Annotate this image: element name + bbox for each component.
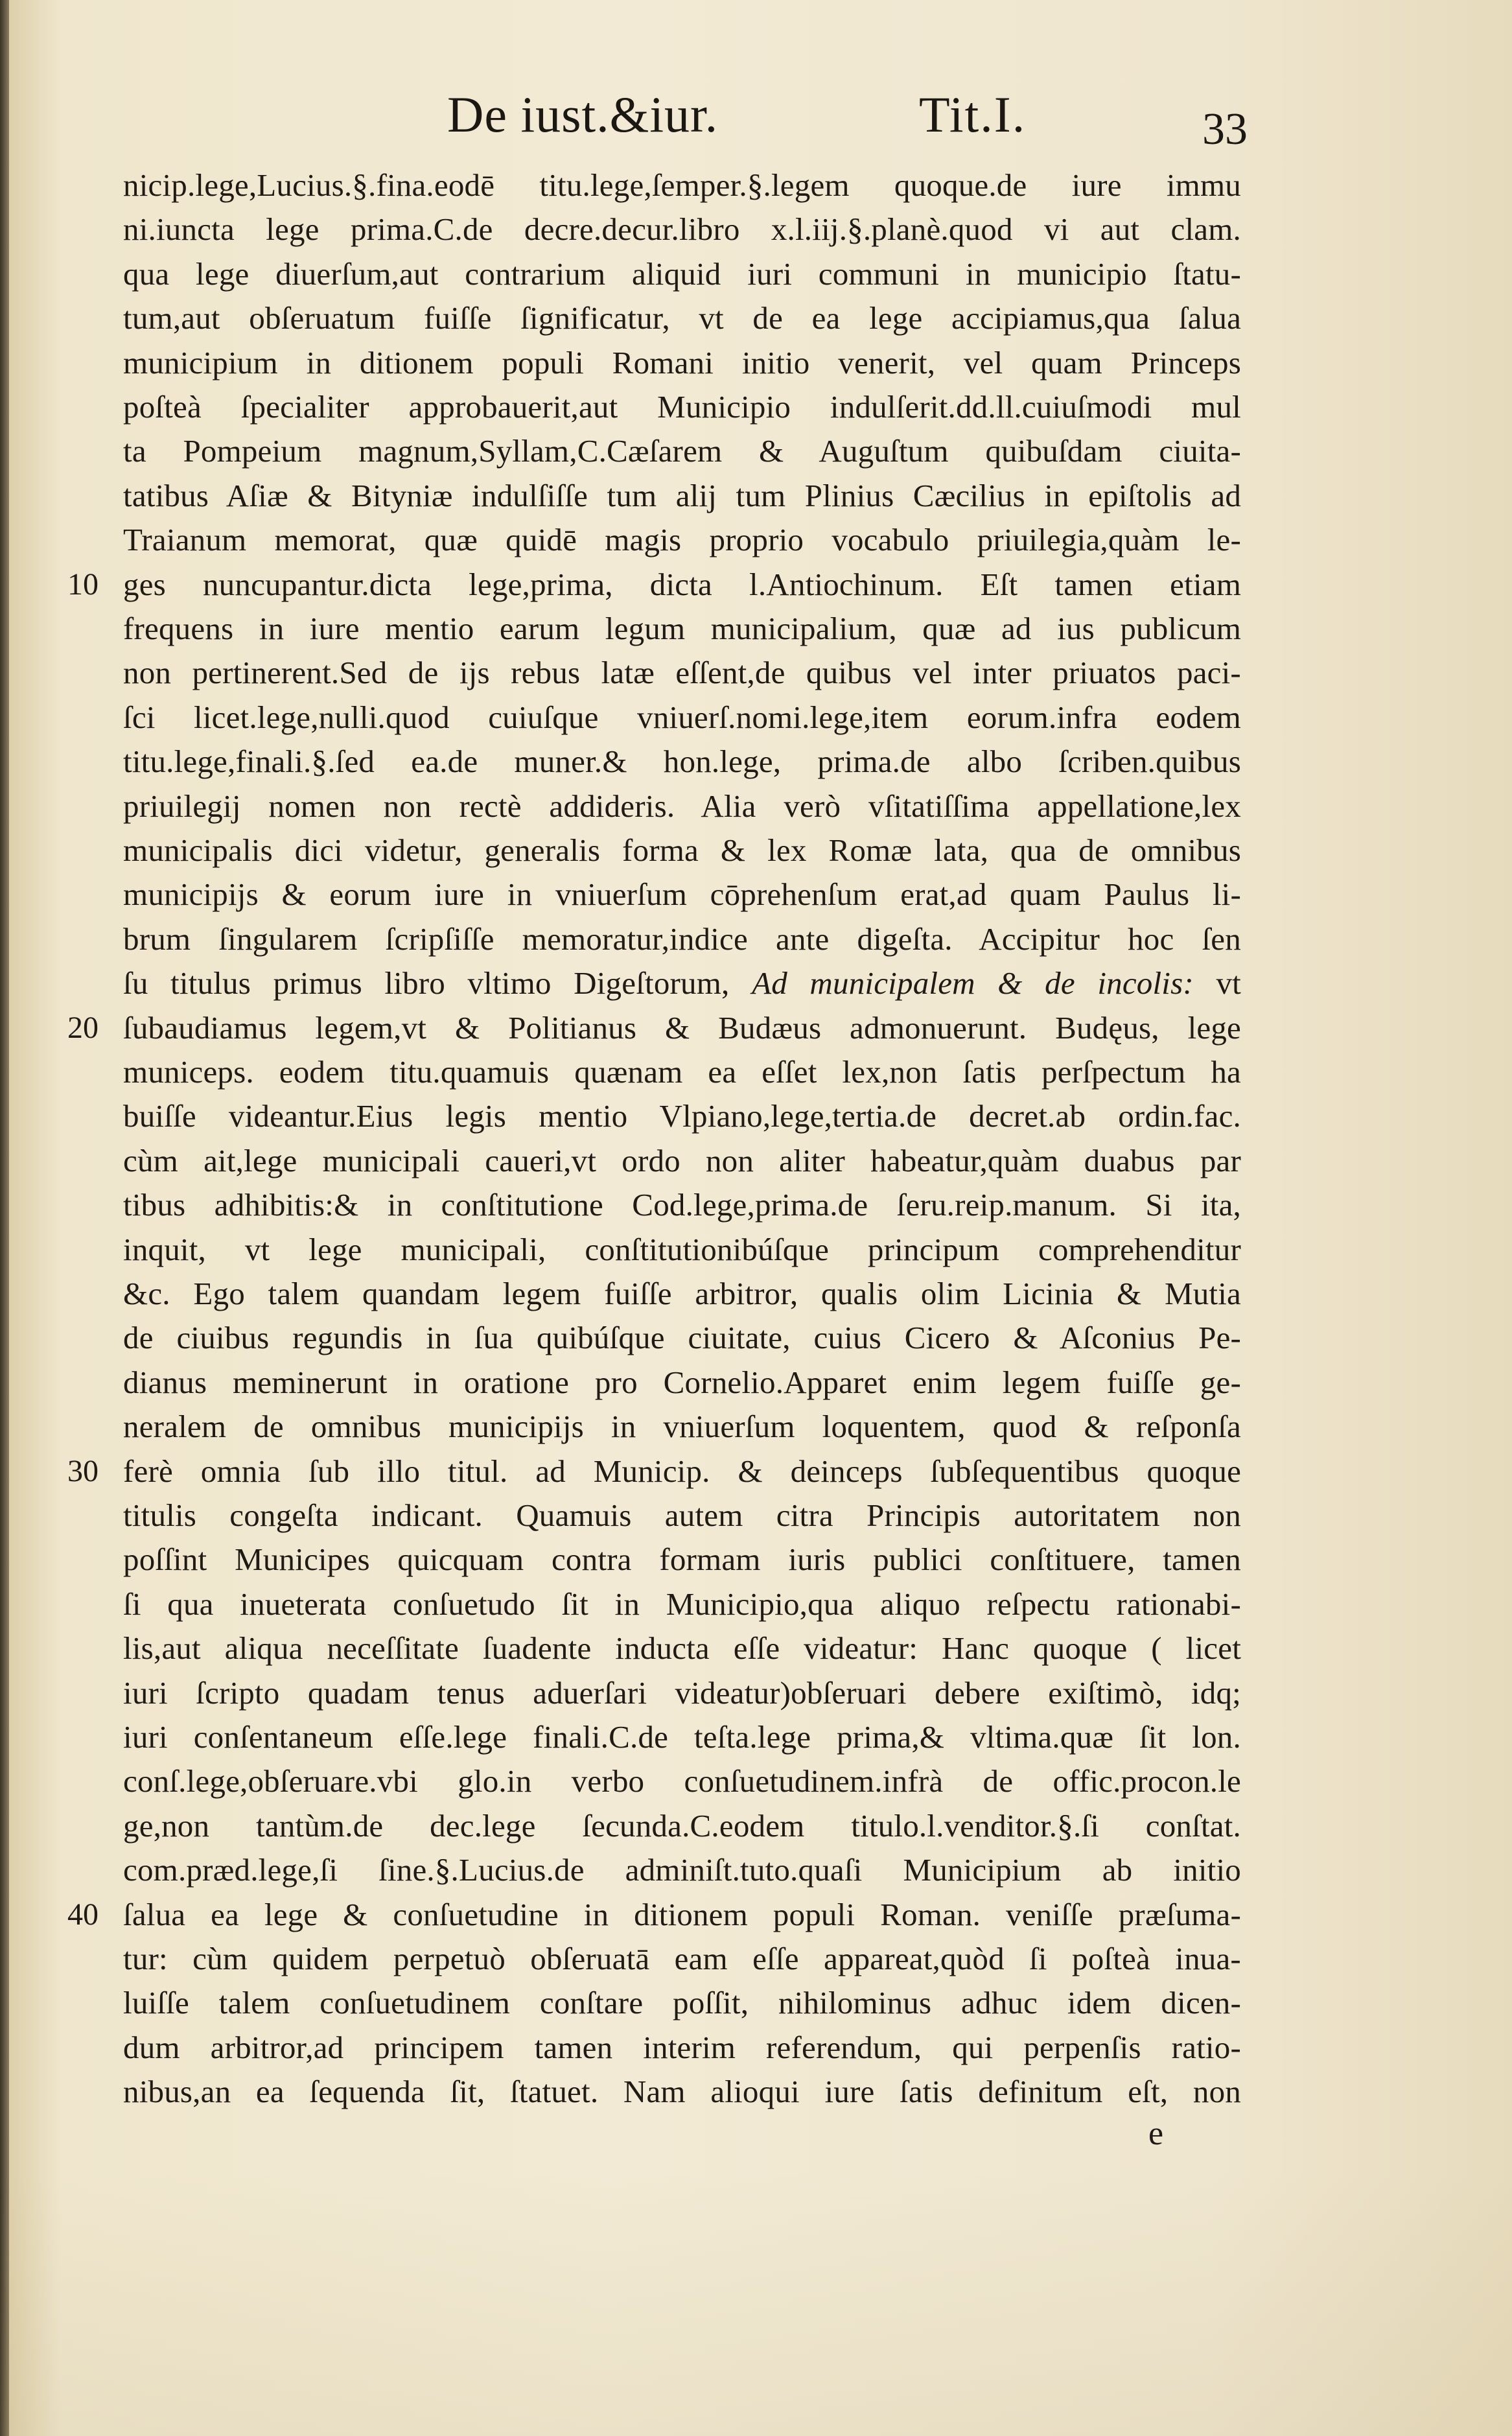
text-line [0,961,1512,1005]
text-line [0,1405,1512,1449]
text-line [0,1937,1512,1981]
line-text: municipalis dici videtur, generalis forma & lex Romæ lata, qua de omnibus [123,832,1241,868]
line-text: brum ſingularem ſcripſiſſe memoratur,indice ante digeſta. Accipitur hoc ſen [123,920,1241,957]
text-line [0,341,1512,385]
text-line [0,563,1512,607]
line-text: municipium in ditionem populi Romani initio venerit, vel quam Princeps [123,344,1241,381]
line-text: ges nuncupantur.dicta lege,prima, dicta l.Antiochinum. Eſt tamen etiam [123,566,1242,602]
text-line [0,1493,1512,1538]
text-line [0,1671,1512,1715]
text-line [0,1094,1512,1138]
line-text: &c. Ego talem quandam legem fuiſſe arbitror, qualis olim Licinia & Mutia [123,1276,1242,1311]
line-text: tum,aut obſeruatum fuiſſe ſignificatur, vt de ea lege accipiamus,qua ſalua [123,300,1242,336]
text-line [0,1804,1512,1848]
text-line [0,1272,1512,1316]
line-number: 40 [67,1897,99,1932]
line-text: dum arbitror,ad principem tamen interim referendum, qui perpenſis ratio- [123,2029,1241,2065]
line-text: buiſſe videantur.Eius legis mentio Vlpiano,lege,tertia.de decret.ab ordin.fac. [123,1098,1241,1134]
text-line [0,1582,1512,1626]
line-text: ferè omnia ſub illo titul. ad Municip. & deinceps ſubſequentibus quoque [123,1453,1242,1489]
line-text: priuilegij nomen non rectè addideris. Alia verò vſitatiſſima appellatione,lex [123,788,1241,824]
text-line [0,1893,1512,1937]
line-text: poſteà ſpecialiter approbauerit,aut Municipio indulſerit.dd.ll.cuiuſmodi mul [123,389,1241,425]
line-text: neralem de omnibus municipijs in vniuerſum loquentem, quod & reſponſa [123,1409,1241,1445]
text-line [0,1449,1512,1493]
line-text: qua lege diuerſum,aut contrarium aliquid iuri communi in municipio ſtatu- [123,255,1241,292]
text-line [0,474,1512,518]
text-line [0,828,1512,873]
text-line [0,917,1512,961]
text-line [0,1759,1512,1803]
line-text: ſu titulus primus libro vltimo Digeſtorum, Ad municipalem & de incolis: vt [123,965,1241,1001]
line-text: conſ.lege,obſeruare.vbi glo.in verbo conſuetudinem.infrà de offic.procon.le [123,1763,1242,1799]
line-text: ni.iuncta lege prima.C.de decre.decur.libro x.l.iij.§.planè.quod vi aut clam. [123,211,1242,248]
line-text: tatibus Aſiæ & Bityniæ indulſiſſe tum alij tum Plinius Cæcilius in epiſtolis ad [123,477,1242,513]
text-line [0,1006,1512,1050]
line-text: ge,non tantùm.de dec.lege ſecunda.C.eodem titulo.l.venditor.§.ſi conſtat. [123,1807,1241,1844]
text-line [0,2026,1512,2070]
line-text: frequens in iure mentio earum legum municipalium, quæ ad ius publicum [123,611,1242,646]
line-text: ſci licet.lege,nulli.quod cuiuſque vniuerſ.nomi.lege,item eorum.infra eodem [123,699,1242,735]
line-text: nibus,an ea ſequenda ſit, ſtatuet. Nam alioqui iure ſatis definitum eſt, non [123,2074,1241,2110]
line-text: ſubaudiamus legem,vt & Politianus & Budæus admonuerunt. Budęus, lege [123,1009,1241,1046]
running-title: De iust.&iur. [447,86,719,143]
line-text: municeps. eodem titu.quamuis quænam ea eſſet lex,non ſatis perſpectum ha [123,1054,1241,1090]
line-text: poſſint Municipes quicquam contra formam iuris publici conſtituere, tamen [123,1541,1241,1578]
text-line [0,296,1512,340]
line-text: com.præd.lege,ſi ſine.§.Lucius.de adminiſt.tuto.quaſi Municipium ab initio [123,1852,1241,1888]
line-text: iuri ſcripto quadam tenus aduerſari videatur)obſeruari debere exiſtimò, idq; [123,1674,1241,1711]
text-line [0,1316,1512,1360]
text-line [0,651,1512,695]
line-text: de ciuibus regundis in ſua quibúſque ciuitate, cuius Cicero & Aſconius Pe- [123,1320,1242,1356]
text-line [0,1981,1512,2025]
text-line [0,696,1512,740]
line-text: lis,aut aliqua neceſſitate ſuadente inducta eſſe videatur: Hanc quoque ( licet [123,1630,1242,1667]
text-line [0,518,1512,562]
text-line [0,1183,1512,1227]
line-text: tibus adhibitis:& in conſtitutione Cod.lege,prima.de ſeru.reip.manum. Si ita, [123,1187,1242,1223]
line-text: municipijs & eorum iure in vniuerſum cōprehenſum erat,ad quam Paulus li- [123,876,1241,913]
line-text: inquit, vt lege municipali, conſtitutionibúſque principum comprehenditur [123,1231,1241,1267]
text-line [0,1848,1512,1892]
text-line [0,2070,1512,2114]
line-text: titulis congeſta indicant. Quamuis autem citra Principis autoritatem non [123,1497,1241,1533]
text-line [0,1626,1512,1670]
text-line [0,1050,1512,1094]
line-number: 20 [67,1010,99,1045]
text-line [0,740,1512,784]
line-text: ſalua ea lege & conſuetudine in ditionem populi Roman. veniſſe præſuma- [123,1896,1242,1932]
text-line [0,1715,1512,1759]
line-text: luiſſe talem conſuetudinem conſtare poſſit, nihilominus adhuc idem dicen- [123,1985,1242,2021]
text-line [0,1139,1512,1183]
catchword: e [1148,2115,1164,2152]
text-line [0,163,1512,207]
text-line [0,607,1512,651]
text-line [0,1361,1512,1405]
line-text: non pertinerent.Sed de ijs rebus latæ eſſent,de quibus vel inter priuatos paci- [123,655,1241,691]
text-line [0,429,1512,473]
text-line [0,873,1512,917]
line-number: 10 [67,567,99,602]
title-tag: Tit.I. [919,86,1027,143]
line-text: Traianum memorat, quæ quidē magis proprio vocabulo priuilegia,quàm le- [123,522,1242,558]
line-text: iuri conſentaneum eſſe.lege finali.C.de teſta.lege prima,& vltima.quæ ſit lon. [123,1719,1241,1755]
text-line [0,252,1512,296]
text-line [0,207,1512,252]
text-line [0,385,1512,429]
page-header [0,86,1512,154]
italic-title-phrase: Ad municipalem & de incolis: [752,965,1194,1001]
text-line [0,1228,1512,1272]
line-text: titu.lege,finali.§.ſed ea.de muner.& hon.lege, prima.de albo ſcriben.quibus [123,744,1241,780]
line-text: ta Pompeium magnum,Syllam,C.Cæſarem & Auguſtum quibuſdam ciuita- [123,433,1241,469]
line-text: tur: cùm quidem perpetuò obſeruatā eam eſſe appareat,quòd ſi poſteà inua- [123,1941,1241,1976]
line-text: nicip.lege,Lucius.§.fina.eodē titu.lege,ſemper.§.legem quoque.de iure immu [123,167,1241,203]
text-line [0,1538,1512,1582]
text-line [0,784,1512,828]
body-text [0,163,1512,2140]
page-number: 33 [1202,104,1248,154]
paper-tone [0,2172,1512,2436]
line-text: cùm ait,lege municipali caueri,vt ordo non aliter habeatur,quàm duabus par [123,1142,1241,1178]
line-number: 30 [67,1453,99,1488]
line-text: dianus meminerunt in oratione pro Cornelio.Apparet enim legem fuiſſe ge- [123,1364,1241,1400]
line-text: ſi qua inueterata conſuetudo ſit in Municipio,qua aliquo reſpectu rationabi- [123,1586,1241,1622]
